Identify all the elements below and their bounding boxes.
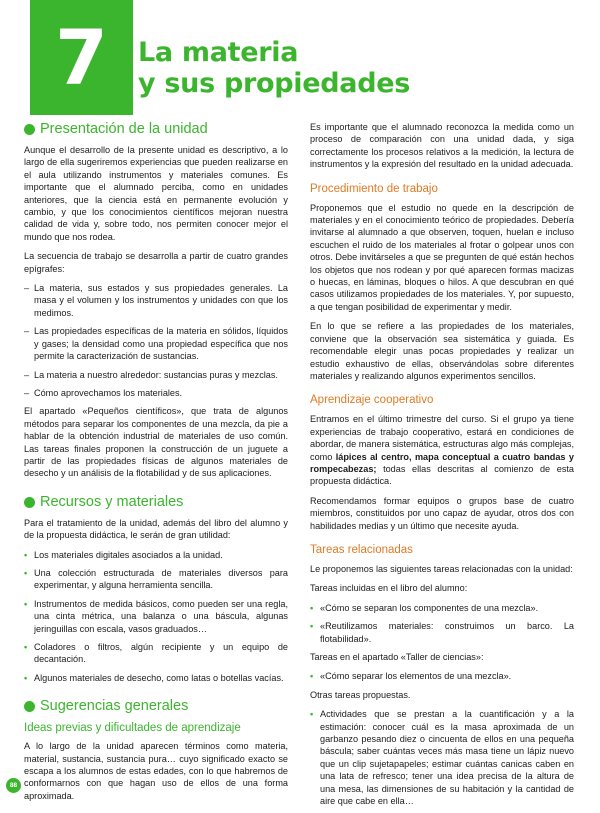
tasks-label: Tareas en el apartado «Taller de ciencias»:	[310, 652, 484, 662]
list-item: – Cómo aprovechamos los materiales.	[24, 387, 288, 399]
list-item: – Las propiedades específicas de la materia en sólidos, líquidos y gases; la densidad como una propiedad específica que nos permite la caracterización de sustancias.	[24, 325, 288, 362]
text-run: todas ellas descritas al comienzo de esta propuesta didáctica.	[310, 463, 574, 487]
list-item: • «Reutilizamos materiales: construimos un barco. La flotabilidad».	[310, 620, 574, 645]
paragraph: Recomendamos formar equipos o grupos base de cuatro miembros, constituidos por uno capaz de ayudar, otros dos con habilidades medias y un último que necesite ayuda.	[310, 495, 574, 531]
recursos-list	[24, 549, 288, 685]
paragraph: Aunque el desarrollo de la presente unidad es descriptivo, a lo largo de ella sugeriremos experiencias que pueden realizarse en el aula utilizando instrumentos y materiales comunes. Es importante que el alumnado perciba, como en unidades anteriores, que la ciencia está en permanente evolución y cambio, y que los conocimientos científicos mejoran nuestra calidad de vida y, sobre todo, nos permiten conocer mejor el mundo que nos rodea.	[24, 145, 288, 242]
section-heading-recursos	[24, 494, 288, 511]
section-heading-procedimiento: Procedimiento de trabajo	[310, 182, 438, 195]
section-heading-sugerencias	[24, 698, 288, 715]
bullet-dot-icon	[24, 701, 35, 712]
list-item: • Instrumentos de medida básicos, como pueden ser una regla, una cinta métrica, una balanza o una báscula, algunas jeringuillas con escala, vasos graduados…	[24, 598, 288, 635]
paragraph: En lo que se refiere a las propiedades de los materiales, conviene que la observación sea sistemática y guiada. Es recomendable elegir unas pocas propiedades y realizar un estudio exhaustivo de ellas, observándolas sobre diferentes materiales y realizando algunos experimentos sencillos.	[310, 321, 574, 381]
tasks-label: Otras tareas propuestas.	[310, 689, 411, 700]
bullet-dot-icon	[24, 124, 35, 135]
libro-tasks-list	[310, 602, 574, 645]
title-line-2: y sus propiedades	[138, 68, 411, 99]
list-item: – La materia a nuestro alrededor: sustancias puras y mezclas.	[24, 369, 288, 381]
bullet-dot-icon	[24, 497, 35, 508]
page-title	[138, 37, 410, 99]
section-heading-presentacion	[24, 121, 288, 138]
epigrafes-list	[24, 282, 288, 399]
left-column	[24, 121, 288, 809]
section-heading-cooperativo: Aprendizaje cooperativo	[310, 394, 434, 407]
otras-tasks-list	[310, 708, 574, 807]
list-item: • Los materiales digitales asociados a la unidad.	[24, 549, 288, 561]
page-number: 88	[9, 782, 18, 789]
list-item: • «Cómo separar los elementos de una mezcla».	[310, 670, 574, 682]
paragraph: La secuencia de trabajo se desarrolla a partir de cuatro grandes epígrafes:	[24, 251, 288, 274]
unit-number-box	[30, 0, 133, 115]
list-item: • Actividades que se prestan a la cuantificación y a la estimación: conocer cuál es la masa aproximada de un garbanzo pesando diez o cincuenta de ellos en una pequeña báscula; saber cuántas veces más masa tiene un lápiz nuevo que un clip sujetapapeles; estimar cuántas canicas caben en una lata de refresco; tener una idea precisa de la altura de una mesa, las dimensiones de su habitación y la cantidad de aire que cabe en ella…	[310, 708, 574, 807]
paragraph: Para el tratamiento de la unidad, además del libro del alumno y de la propuesta didáctica, le serán de gran utilidad:	[24, 517, 288, 541]
list-item: • «Cómo se separan los componentes de una mezcla».	[310, 602, 574, 614]
list-item: • Algunos materiales de desecho, como latas o botellas vacías.	[24, 672, 288, 684]
page-number-badge	[6, 778, 21, 793]
subheading-ideas-previas: Ideas previas y dificultades de aprendizaje	[24, 722, 241, 735]
section-heading-text: Recursos y materiales	[40, 493, 184, 510]
paragraph: Es importante que el alumnado reconozca la medida como un proceso de comparación con una unidad dada, y siga correctamente los procesos relativos a la medición, la lectura de instrumentos y la expresión del resultado en la unidad adecuada.	[310, 122, 574, 170]
section-heading-text: Sugerencias generales	[40, 698, 189, 715]
paragraph: A lo largo de la unidad aparecen términos como materia, material, sustancia, sustancia pura… cuyo significado exacto se escapa a los alumnos de estas edades, con lo que habremos de conformarnos con que hagan uso de ellos de una forma aproximada.	[24, 741, 288, 801]
paragraph: El apartado «Pequeños científicos», que trata de algunos métodos para separar los componentes de una mezcla, da pie a hablar de la obtención industrial de materiales de uso común. Las tareas finales proponen la construcción de un juguete a partir de las propiedades físicas de algunos materiales de desecho y un análisis de la flotabilidad y de sus aplicaciones.	[24, 406, 288, 479]
list-item: • Una colección estructurada de materiales diversos para experimentar, y alguna herramienta sencilla.	[24, 567, 288, 592]
taller-tasks-list	[310, 670, 574, 682]
paragraph-cooperativo	[310, 413, 574, 487]
paragraph: Le proponemos las siguientes tareas relacionadas con la unidad:	[310, 563, 573, 574]
section-heading-tareas: Tareas relacionadas	[310, 543, 413, 556]
list-item: • Coladores o filtros, algún recipiente y un equipo de decantación.	[24, 641, 288, 666]
section-heading-text: Presentación de la unidad	[40, 121, 208, 137]
right-column	[310, 121, 574, 813]
tasks-label: Tareas incluidas en el libro del alumno:	[310, 583, 468, 594]
bold-structures: lápices al centro, mapa conceptual a cuatro bandas y rompecabezas;	[310, 451, 574, 474]
list-item: – La materia, sus estados y sus propiedades generales. La masa y el volumen y los instrumentos y unidades con que los medimos.	[24, 282, 288, 319]
title-line-1: La materia	[138, 37, 299, 68]
unit-number: 7	[55, 12, 108, 102]
paragraph: Proponemos que el estudio no quede en la descripción de materiales y en el conocimiento teórico de propiedades. Debería invitarse al alumnado a que observen, toquen, huelan e incluso escuchen el ruido de los materiales al frotar o golpear unos con otros. Debe invitárseles a que se pregunten de qué están hechos los objetos que nos rodean y por qué aparecen formas macizas o huecas, en láminas, bloques o hilos. A que descubran en qué casos utilizamos propiedades de los materiales. Y, por supuesto, a que tengan posibilidad de experimentar y medir.	[310, 202, 574, 312]
text-run: Entramos en el último trimestre del curso. Si el grupo ya tiene experiencias de trabajo cooperativo, estará en condiciones de abordar, de manera sistemática, estructuras algo más complejas, como	[310, 414, 574, 462]
